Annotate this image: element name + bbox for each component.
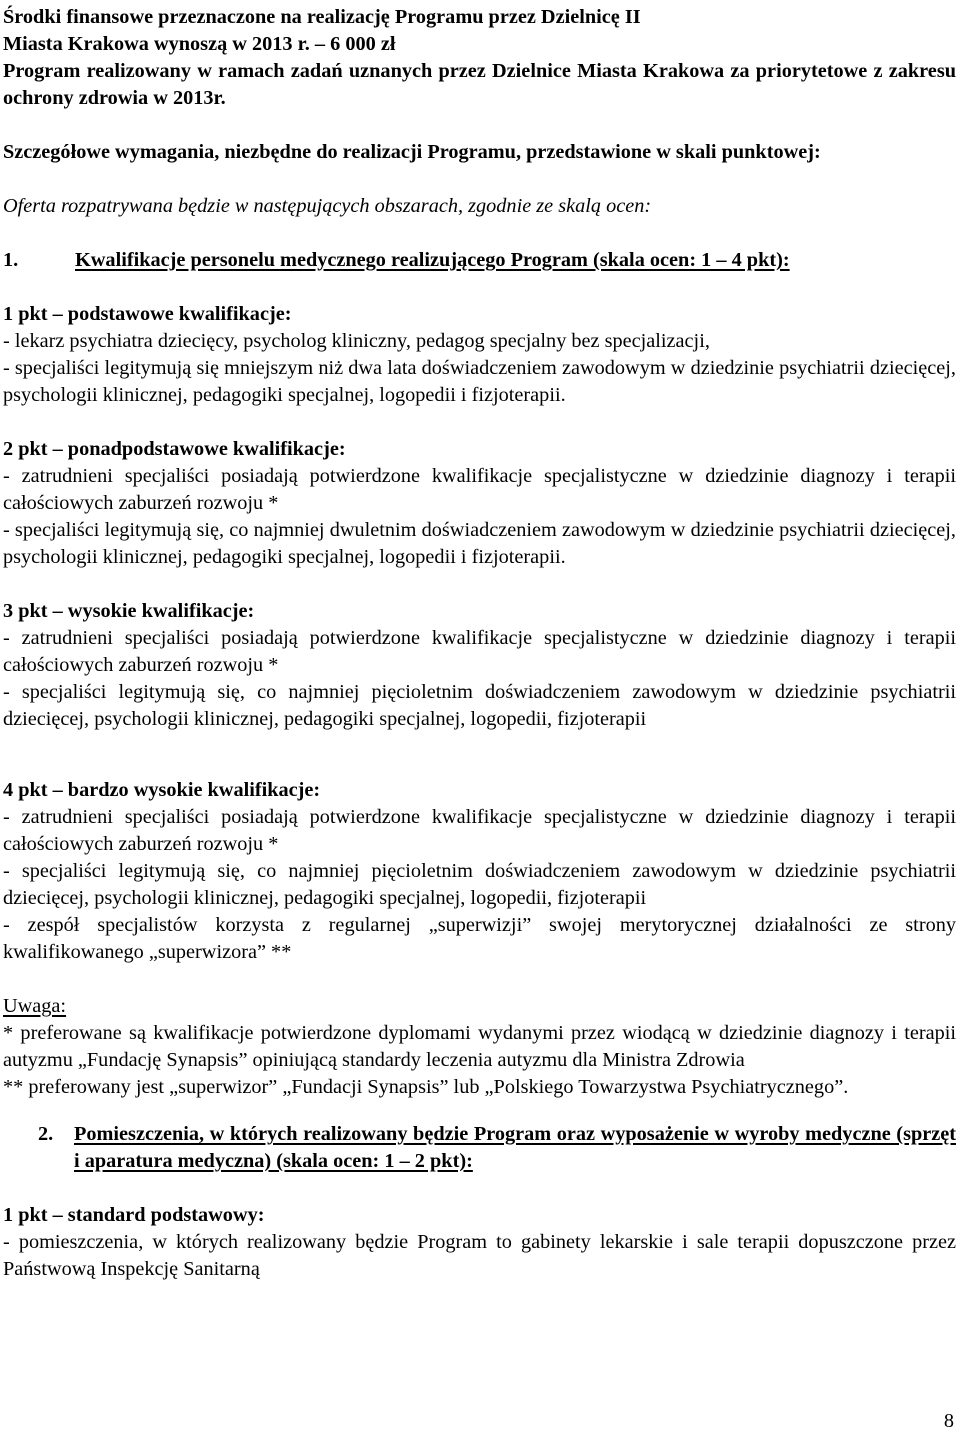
section-1-heading [3,247,956,274]
level-item: - specjaliści legitymują się mniejszym niż dwa lata doświadczeniem zawodowym w dziedzinie psychiatrii dziecięcej, psychologii klinicznej, pedagogiki specjalnej, logopedii i fizjoterapii. [3,357,956,406]
level-1 [3,301,956,409]
level-item: - zatrudnieni specjaliści posiadają potwierdzone kwalifikacje specjalistyczne w dziedzinie diagnozy i terapii całościowych zaburzeń rozwoju * [3,806,956,855]
level-item: - specjaliści legitymują się, co najmniej pięcioletnim doświadczeniem zawodowym w dziedzinie psychiatrii dziecięcej, psychologii klinicznej, pedagogiki specjalnej, logopedii, fizjoterapii [3,860,956,909]
section-2-heading [3,1121,956,1175]
level-4 [3,777,956,966]
section-2-level-1-text: - pomieszczenia, w których realizowany będzie Program to gabinety lekarskie i sale terapii dopuszczone przez Państwową Inspekcję Sanitarną [3,1231,956,1280]
section-1-number: 1. [3,249,19,271]
requirements-heading: Szczegółowe wymagania, niezbędne do realizacji Programu, przedstawione w skali punktowej: [3,141,821,163]
document-page [3,4,956,1283]
note-label: Uwaga: [3,995,67,1017]
note-block [3,993,956,1101]
level-item: - zatrudnieni specjaliści posiadają potwierdzone kwalifikacje specjalistyczne w dziedzinie diagnozy i terapii całościowych zaburzeń rozwoju * [3,465,956,514]
note-star-2: ** preferowany jest „superwizor” „Fundacji Synapsis” lub „Polskiego Towarzystwa Psychiatrycznego”. [3,1076,849,1098]
level-3 [3,598,956,733]
level-item: - specjaliści legitymują się, co najmniej dwuletnim doświadczeniem zawodowym w dziedzinie psychiatrii dziecięcej, psychologii klinicznej, pedagogiki specjalnej, logopedii i fizjoterapii. [3,519,956,568]
funds-line-2: Miasta Krakowa wynoszą w 2013 r. – 6 000 zł [3,33,396,55]
program-scope-text: Program realizowany w ramach zadań uznanych przez Dzielnice Miasta Krakowa za priorytetowe z zakresu ochrony zdrowia w 2013r. [3,60,956,109]
level-heading: 2 pkt – ponadpodstawowe kwalifikacje: [3,438,346,460]
section-2-number: 2. [38,1123,54,1145]
level-heading: 3 pkt – wysokie kwalifikacje: [3,600,255,622]
section-1-title: Kwalifikacje personelu medycznego realizującego Program (skala ocen: 1 – 4 pkt): [75,249,790,271]
level-item: - zatrudnieni specjaliści posiadają potwierdzone kwalifikacje specjalistyczne w dziedzinie diagnozy i terapii całościowych zaburzeń rozwoju * [3,627,956,676]
note-star-1: * preferowane są kwalifikacje potwierdzone dyplomami wydanymi przez wiodącą w dziedzinie diagnozy i terapii autyzmu „Fundację Synapsis” opiniującą standardy leczenia autyzmu dla Ministra Zdrowia [3,1022,956,1071]
level-heading: 4 pkt – bardzo wysokie kwalifikacje: [3,779,321,801]
level-heading: 1 pkt – podstawowe kwalifikacje: [3,303,292,325]
level-item: - lekarz psychiatra dziecięcy, psycholog kliniczny, pedagog specjalny bez specjalizacji, [3,330,710,352]
section-2-level-1-heading: 1 pkt – standard podstawowy: [3,1204,265,1226]
intro-italic: Oferta rozpatrywana będzie w następujących obszarach, zgodnie ze skalą ocen: [3,195,652,217]
funds-line-1: Środki finansowe przeznaczone na realizację Programu przez Dzielnicę II [3,6,641,28]
page-number: 8 [943,1410,954,1432]
level-item: - zespół specjalistów korzysta z regularnej „superwizji” swojej merytorycznej działalności ze strony kwalifikowanego „superwizora” ** [3,914,956,963]
level-item: - specjaliści legitymują się, co najmniej pięcioletnim doświadczeniem zawodowym w dziedzinie psychiatrii dziecięcej, psychologii klinicznej, pedagogiki specjalnej, logopedii, fizjoterapii [3,681,956,730]
section-2-title: Pomieszczenia, w których realizowany będzie Program oraz wyposażenie w wyroby medyczne (sprzęt i aparatura medyczna) (skala ocen: 1 – 2 pkt): [74,1123,956,1172]
level-2 [3,436,956,571]
